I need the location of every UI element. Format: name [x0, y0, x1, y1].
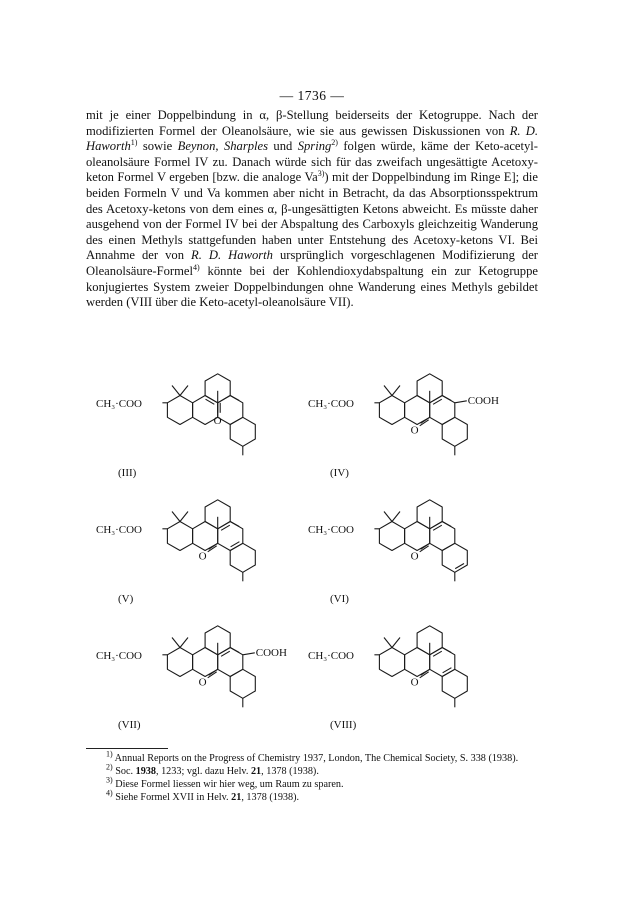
ring-A: [167, 522, 192, 551]
acetoxy-label: CH₃·COO: [308, 649, 355, 662]
methyl-bond: [384, 638, 392, 648]
footnote-text: , 1233; vgl. dazu Helv.: [155, 766, 251, 777]
methyl-bond: [230, 648, 239, 653]
volume-number: 21: [250, 766, 262, 777]
volume-number: 1938: [135, 766, 156, 777]
acetoxy-label: CH₃·COO: [308, 397, 355, 410]
footnote-mark: 1): [106, 749, 113, 759]
methyl-bond: [180, 386, 188, 396]
author-name: Beynon, Sharples: [177, 139, 269, 154]
acetoxy-label: CH₃·COO: [308, 523, 355, 536]
footnote-text: Diese Formel liessen wir hier weg, um Raum zu sparen.: [115, 779, 344, 790]
text-run: ) mit der Doppelbindung im Ringe E]; die beiden Formeln V und Va kommen aber nicht in Betracht, da das Absorptionsspektrum des Acetoxy-ketons von dem eines α, β-ungesättigten Ketons abweicht. Es müsste daher ausgehend von der Formel IV bei der Abspaltung des Carboxyls gleichzeitig Wanderung des einen Methyls stattgefunden haben unter Entstehung des Acetoxy-ketons VI. Bei Annahme der von: [86, 170, 538, 263]
formula-IV-structure: [306, 370, 516, 488]
formula-VII-structure: [94, 622, 304, 740]
ring-E: [230, 669, 255, 698]
body-text: [86, 108, 538, 311]
methyl-bond: [180, 512, 188, 522]
formula-III-structure: [94, 370, 304, 488]
ring-E: [230, 417, 255, 446]
footnote-mark: 4): [106, 788, 113, 798]
formula-IV: [306, 370, 516, 488]
formula-caption: (VIII): [330, 719, 357, 731]
methyl-bond: [392, 386, 400, 396]
footnote-ref: 4): [193, 262, 200, 272]
footnote-mark: 2): [106, 762, 113, 772]
keto-oxygen-label: O: [198, 676, 207, 689]
formula-VI: [306, 496, 516, 614]
text-run: folgen würde, käme der Keto-acetyl-oleanolsäure Formel IV zu. Danach würde sich für das zweifach ungesättigte Acetoxy-keton Formel V ergeben [bzw. die analoge Va: [86, 139, 538, 185]
carboxyl-bond: [455, 401, 467, 403]
ring-E: [442, 543, 467, 572]
author-name: Spring: [297, 139, 332, 154]
keto-oxygen-label: O: [410, 550, 419, 563]
footnote-ref: 2): [331, 138, 338, 147]
ring-E: [230, 543, 255, 572]
methyl-bond: [442, 522, 451, 527]
ring-A: [167, 648, 192, 677]
footnote-text: Annual Reports on the Progress of Chemistry 1937, London, The Chemical Society, S. 338 (1938).: [114, 753, 519, 764]
keto-oxygen-label: O: [213, 414, 222, 427]
footnote-4: [86, 788, 538, 804]
formula-caption: (V): [118, 593, 134, 605]
acetoxy-label: CH₃·COO: [96, 649, 143, 662]
formula-caption: (IV): [330, 467, 349, 479]
page-number: — 1736 —: [279, 88, 345, 103]
footnote-ref: 1): [130, 138, 138, 147]
footnote-1: [86, 749, 538, 765]
formula-VII: [94, 622, 304, 740]
footnote-text: Soc.: [115, 766, 136, 777]
methyl-bond: [392, 638, 400, 648]
keto-oxygen-label: O: [198, 550, 207, 563]
footnote-text: Siehe Formel XVII in Helv.: [115, 792, 232, 803]
methyl-bond: [392, 512, 400, 522]
methyl-bond: [230, 396, 239, 401]
body-paragraph: [86, 108, 538, 311]
methyl-bond: [442, 648, 451, 653]
carboxyl-bond: [243, 653, 255, 655]
keto-oxygen-label: O: [410, 676, 419, 689]
ring-A: [379, 396, 404, 425]
methyl-bond: [442, 396, 451, 401]
footnote-3: [86, 775, 538, 791]
volume-number: 21: [231, 792, 242, 803]
methyl-bond: [384, 512, 392, 522]
footnote-mark: 3): [106, 775, 113, 785]
methyl-bond: [172, 512, 180, 522]
formula-V: [94, 496, 304, 614]
methyl-bond: [230, 522, 239, 527]
formula-caption: (III): [118, 467, 137, 479]
footnote-2: [86, 762, 538, 778]
carboxyl-label: COOH: [467, 394, 499, 407]
text-run: könnte bei der Kohlendioxydabspaltung ein zur Ketogruppe konjugiertes System zweier Doppelbindungen ohne Wanderung eines Methyls gebildet werden (VIII über die Keto-acetyl-oleanolsäure VII).: [86, 263, 538, 310]
methyl-bond: [172, 386, 180, 396]
ring-A: [379, 522, 404, 551]
formula-V-structure: [94, 496, 304, 614]
formula-caption: (VII): [118, 719, 141, 731]
footnote-ref: 3): [317, 169, 325, 179]
text-run: ursprünglich vorgeschlagenen Modifizierung der Oleanolsäure-Formel: [86, 248, 538, 278]
text-run: und: [268, 139, 298, 154]
footnotes: [86, 749, 538, 804]
methyl-bond: [384, 386, 392, 396]
formula-VIII: [306, 622, 516, 740]
ring-A: [379, 648, 404, 677]
methyl-bond: [172, 638, 180, 648]
author-name: R. D. Haworth: [86, 123, 538, 154]
methyl-bond: [180, 638, 188, 648]
keto-oxygen-label: O: [410, 424, 419, 437]
author-name: R. D. Haworth: [191, 248, 273, 263]
ring-E: [442, 417, 467, 446]
text-run: sowie: [137, 139, 178, 154]
formula-VIII-structure: [306, 622, 516, 740]
formula-III: [94, 370, 304, 488]
text-run: mit je einer Doppelbindung in α, β-Stellung beiderseits der Ketogruppe. Nach der modifizierten Formel der Oleanolsäure, wie sie aus gewissen Diskussionen von: [86, 108, 538, 138]
formula-VI-structure: [306, 496, 516, 614]
acetoxy-label: CH₃·COO: [96, 397, 143, 410]
acetoxy-label: CH₃·COO: [96, 523, 143, 536]
footnote-text: , 1378 (1938).: [241, 792, 300, 803]
ring-A: [167, 396, 192, 425]
footnote-text: , 1378 (1938).: [261, 766, 319, 777]
formula-caption: (VI): [330, 593, 349, 605]
footnote-rule: [86, 748, 168, 749]
ring-E: [442, 669, 467, 698]
carboxyl-label: COOH: [255, 646, 287, 659]
